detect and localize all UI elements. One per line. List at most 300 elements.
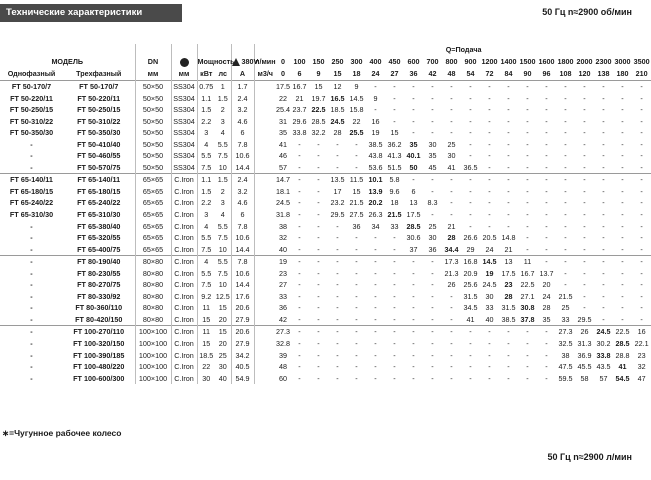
head-value-cell: - xyxy=(290,326,309,338)
head-value-cell: 34.5 xyxy=(463,303,478,313)
head-value-cell: 16 xyxy=(371,116,380,126)
head-value-cell: - xyxy=(564,233,567,243)
single-phase-model: - xyxy=(30,291,33,301)
head-value-cell: 41 xyxy=(618,362,627,372)
flow-lmin-4: 300 xyxy=(350,57,363,66)
head-value-cell: 18.5 xyxy=(330,105,345,115)
head-value-cell: - xyxy=(336,362,339,372)
head-value-cell: 57 xyxy=(599,373,608,383)
three-phase-model: FT 50-310/22 xyxy=(77,116,121,126)
single-phase-model: FT 65-240/22 xyxy=(9,198,54,208)
head-value-cell: - xyxy=(393,280,396,290)
single-phase-model: - xyxy=(30,139,33,149)
head-cell-spacer xyxy=(254,350,276,362)
head-value-cell: - xyxy=(336,233,339,243)
head-value-cell: - xyxy=(469,198,472,208)
head-cell-spacer xyxy=(254,186,276,198)
head-value-cell: - xyxy=(507,198,510,208)
single-phase-model: - xyxy=(30,268,33,278)
head-value-cell: - xyxy=(583,280,586,290)
material-cell: C.Iron xyxy=(171,268,197,280)
head-value-cell: 30 xyxy=(428,139,437,149)
single-phase-model: FT 50-170/7 xyxy=(0,81,63,93)
head-value-cell: - xyxy=(431,314,434,324)
head-value-cell: 59.5 xyxy=(558,373,573,383)
head-value-cell: - xyxy=(602,116,605,126)
material-cell: SS304 xyxy=(171,81,197,93)
head-value-cell: - xyxy=(640,186,643,196)
head-value-cell: - xyxy=(526,93,529,103)
head-value-cell: - xyxy=(526,350,529,360)
kw-cell: 1.5 xyxy=(197,104,215,116)
head-value-cell: - xyxy=(431,362,434,372)
head-value-cell: - xyxy=(583,210,586,220)
head-value-cell: - xyxy=(450,210,453,220)
head-value-cell: - xyxy=(583,291,586,301)
dn-cell: 50×50 xyxy=(135,81,171,93)
flow-lmin-18: 3000 xyxy=(614,57,631,66)
head-value-cell: - xyxy=(621,280,624,290)
head-value-cell: - xyxy=(374,233,377,243)
table-row xyxy=(0,326,651,338)
head-value-cell: - xyxy=(298,291,301,301)
dn-cell: 100×100 xyxy=(135,373,171,385)
amp-cell: 7.8 xyxy=(231,256,254,268)
amp-cell: 3.2 xyxy=(231,186,254,198)
head-value-cell: - xyxy=(393,314,396,324)
head-value-cell: - xyxy=(298,162,301,172)
head-value-cell: - xyxy=(393,339,396,349)
head-value-cell: - xyxy=(317,373,320,383)
flow-lmin-8: 700 xyxy=(426,57,439,66)
head-value-cell: - xyxy=(488,350,491,360)
kw-cell: 5.5 xyxy=(197,232,215,244)
head-value-cell: - xyxy=(640,198,643,208)
amp-cell: 10.6 xyxy=(231,232,254,244)
kw-cell: 0.75 xyxy=(197,81,215,93)
head-value-cell: 22 xyxy=(352,116,361,126)
head-value-cell: - xyxy=(480,81,499,93)
head-value-cell: 14.8 xyxy=(501,233,516,243)
head-value-cell: - xyxy=(526,128,529,138)
head-value-cell: - xyxy=(385,256,404,268)
head-value-cell: - xyxy=(347,256,366,268)
head-value-cell: - xyxy=(431,93,434,103)
head-cell-spacer xyxy=(254,338,276,350)
head-value-cell: - xyxy=(564,210,567,220)
head-value-cell: 32.2 xyxy=(311,128,326,138)
head-value-cell: 17.5 xyxy=(276,82,290,91)
head-value-cell: - xyxy=(461,81,480,93)
head-value-cell: 20 xyxy=(542,280,551,290)
head-value-cell: 15 xyxy=(390,128,399,138)
head-value-cell: - xyxy=(564,116,567,126)
dn-cell: 50×50 xyxy=(135,104,171,116)
material-cell: C.Iron xyxy=(171,244,197,256)
head-value-cell: - xyxy=(355,291,358,301)
head-value-cell: 38.5 xyxy=(501,314,516,324)
head-value-cell: 20.2 xyxy=(368,198,383,208)
head-value-cell: - xyxy=(488,373,491,383)
head-value-cell: - xyxy=(564,151,567,161)
head-value-cell: - xyxy=(621,221,624,231)
dn-cell: 50×50 xyxy=(135,162,171,174)
hp-cell: 10 xyxy=(218,162,227,172)
hp-cell: 20 xyxy=(218,339,227,349)
head-value-cell: - xyxy=(602,105,605,115)
hp-cell: 5.5 xyxy=(217,221,228,231)
head-value-cell: - xyxy=(480,174,499,186)
head-value-cell: - xyxy=(545,221,548,231)
header-row-1 xyxy=(0,44,651,56)
head-cell-spacer xyxy=(254,81,276,93)
head-value-cell: - xyxy=(602,303,605,313)
head-value-cell: - xyxy=(374,280,377,290)
table-row xyxy=(0,127,651,139)
head-value-cell: 23 xyxy=(504,280,513,290)
head-value-cell: - xyxy=(469,105,472,115)
head-value-cell: - xyxy=(431,186,434,196)
head-value-cell: - xyxy=(621,244,624,254)
head-value-cell: 23.7 xyxy=(292,105,307,115)
frequency-top-label: 50 Гц n≈2900 об/мин xyxy=(542,7,632,17)
flow-m3h-17: 138 xyxy=(597,69,610,78)
head-cell-spacer xyxy=(254,291,276,303)
head-value-cell: - xyxy=(480,326,499,338)
hp-cell: 4 xyxy=(220,210,225,220)
table-row xyxy=(0,279,651,291)
head-value-cell: 22.5 xyxy=(311,105,326,115)
head-value-cell: - xyxy=(526,186,529,196)
head-value-cell: - xyxy=(488,186,491,196)
head-value-cell: 39 xyxy=(279,350,287,360)
material-cell: C.Iron xyxy=(171,338,197,350)
head-value-cell: - xyxy=(385,326,404,338)
kw-cell: 30 xyxy=(197,373,215,385)
head-value-cell: - xyxy=(431,339,434,349)
head-value-cell: - xyxy=(613,174,632,186)
dn-cell: 100×100 xyxy=(135,350,171,362)
head-value-cell: - xyxy=(423,174,442,186)
amp-cell: 7.8 xyxy=(231,139,254,151)
head-value-cell: - xyxy=(621,303,624,313)
kw-cell: 11 xyxy=(197,302,215,314)
head-value-cell: 26.6 xyxy=(463,233,478,243)
head-value-cell: - xyxy=(640,221,643,231)
head-value-cell: - xyxy=(404,326,423,338)
head-value-cell: - xyxy=(366,256,385,268)
head-value-cell: - xyxy=(640,151,643,161)
head-value-cell: - xyxy=(461,326,480,338)
hp-cell: 10 xyxy=(218,244,227,254)
single-phase-model: FT 50-310/22 xyxy=(9,116,54,126)
head-value-cell: 14.7 xyxy=(276,175,290,185)
head-value-cell: - xyxy=(431,373,434,383)
head-value-cell: - xyxy=(545,339,548,349)
head-value-cell: - xyxy=(640,280,643,290)
bolt-icon xyxy=(232,58,240,66)
three-phase-model: FT 80-230/55 xyxy=(77,268,121,278)
head-value-cell: - xyxy=(507,221,510,231)
head-value-cell: 14.5 xyxy=(480,256,499,268)
head-value-cell: 30 xyxy=(447,151,456,161)
kw-cell: 18.5 xyxy=(197,350,215,362)
material-cell: SS304 xyxy=(171,127,197,139)
head-value-cell: - xyxy=(412,116,415,126)
head-value-cell: - xyxy=(336,339,339,349)
table-row xyxy=(0,93,651,105)
head-value-cell: - xyxy=(621,233,624,243)
head-value-cell: - xyxy=(621,162,624,172)
head-value-cell: - xyxy=(621,210,624,220)
hp-cell: 25 xyxy=(218,350,227,360)
head-value-cell: 21.5 xyxy=(349,198,364,208)
flow-m3h-14: 96 xyxy=(542,69,551,78)
head-cell-spacer xyxy=(254,150,276,162)
material-cell: C.Iron xyxy=(171,302,197,314)
kw-cell: 2.2 xyxy=(197,197,215,209)
kw-cell: 9.2 xyxy=(197,291,215,303)
head-value-cell: - xyxy=(355,314,358,324)
kw-cell: 15 xyxy=(197,338,215,350)
head-value-cell: - xyxy=(431,210,434,220)
head-value-cell: 35 xyxy=(542,314,551,324)
head-value-cell: - xyxy=(526,151,529,161)
three-phase-model: FT 100-270/110 xyxy=(63,326,135,338)
material-cell: SS304 xyxy=(171,93,197,105)
material-cell: C.Iron xyxy=(171,174,197,186)
three-phase-model: FT 65-180/15 xyxy=(77,186,121,196)
head-value-cell: 57 xyxy=(279,162,287,172)
single-phase-model: FT 65-140/11 xyxy=(0,174,63,186)
head-value-cell: 11 xyxy=(518,256,537,268)
head-value-cell: - xyxy=(431,128,434,138)
head-value-cell: - xyxy=(423,256,442,268)
three-phase-model: FT 50-220/11 xyxy=(77,93,121,103)
flow-lmin-14: 1600 xyxy=(538,57,555,66)
head-value-cell: - xyxy=(317,303,320,313)
head-value-cell: - xyxy=(290,174,309,186)
head-value-cell: - xyxy=(309,256,328,268)
head-value-cell: 34 xyxy=(371,221,380,231)
dn-cell: 80×80 xyxy=(135,291,171,303)
head-value-cell: - xyxy=(594,81,613,93)
header-bar xyxy=(0,4,640,26)
flow-m3h-8: 42 xyxy=(428,69,437,78)
head-value-cell: 33 xyxy=(561,314,570,324)
head-value-cell: - xyxy=(583,139,586,149)
hp-header: лс xyxy=(218,69,227,78)
hp-cell: 1.5 xyxy=(217,93,228,103)
material-cell: C.Iron xyxy=(171,186,197,198)
head-value-cell: - xyxy=(602,186,605,196)
amp-cell: 27.9 xyxy=(231,338,254,350)
head-value-cell: - xyxy=(298,362,301,372)
hp-cell: 15 xyxy=(218,303,227,313)
head-value-cell: - xyxy=(317,221,320,231)
head-value-cell: - xyxy=(450,339,453,349)
single-phase-model: - xyxy=(30,350,33,360)
kw-cell: 4 xyxy=(197,256,215,268)
amp-cell: 14.4 xyxy=(231,279,254,291)
head-value-cell: - xyxy=(488,128,491,138)
amp-cell: 4.6 xyxy=(231,116,254,128)
kw-cell: 11 xyxy=(197,326,215,338)
amp-cell: 27.9 xyxy=(231,314,254,326)
flow-m3h-6: 27 xyxy=(390,69,399,78)
head-value-cell: - xyxy=(640,116,643,126)
head-value-cell: - xyxy=(355,350,358,360)
head-value-cell: - xyxy=(412,93,415,103)
head-value-cell: - xyxy=(298,373,301,383)
q-title: Q=Подача xyxy=(445,45,482,54)
head-value-cell: - xyxy=(583,116,586,126)
head-value-cell: 21 xyxy=(447,221,456,231)
head-value-cell: - xyxy=(374,314,377,324)
head-value-cell: - xyxy=(640,128,643,138)
single-phase-model: - xyxy=(30,362,33,372)
head-value-cell: - xyxy=(393,350,396,360)
head-value-cell: - xyxy=(526,339,529,349)
head-value-cell: - xyxy=(564,93,567,103)
head-value-cell: - xyxy=(355,233,358,243)
head-value-cell: 48 xyxy=(279,362,287,372)
dn-cell: 100×100 xyxy=(135,338,171,350)
three-phase-model: FT 65-310/30 xyxy=(77,210,121,220)
head-value-cell: - xyxy=(298,221,301,231)
head-value-cell: - xyxy=(450,314,453,324)
flow-m3h-4: 18 xyxy=(352,69,361,78)
head-value-cell: - xyxy=(355,151,358,161)
head-value-cell: - xyxy=(640,314,643,324)
head-value-cell: 30.8 xyxy=(520,303,535,313)
head-value-cell: - xyxy=(545,93,548,103)
head-value-cell: - xyxy=(526,105,529,115)
flow-m3h-10: 54 xyxy=(466,69,475,78)
head-value-cell: - xyxy=(317,350,320,360)
three-phase-model: FT 100-390/185 xyxy=(73,350,125,360)
head-value-cell: - xyxy=(355,139,358,149)
head-value-cell: - xyxy=(621,314,624,324)
single-phase-model: FT 50-220/11 xyxy=(10,93,53,103)
head-value-cell: - xyxy=(583,186,586,196)
head-value-cell: - xyxy=(423,326,442,338)
material-cell: C.Iron xyxy=(171,232,197,244)
head-value-cell: - xyxy=(393,268,396,278)
head-value-cell: - xyxy=(355,339,358,349)
head-value-cell: - xyxy=(317,314,320,324)
head-value-cell: - xyxy=(545,198,548,208)
head-value-cell: - xyxy=(317,339,320,349)
hp-cell: 7.5 xyxy=(217,233,228,243)
head-value-cell: 12 xyxy=(328,81,347,93)
head-value-cell: - xyxy=(602,151,605,161)
head-value-cell: 25.6 xyxy=(463,280,478,290)
head-value-cell: 8.3 xyxy=(427,198,438,208)
head-value-cell: - xyxy=(488,339,491,349)
head-value-cell: 47 xyxy=(637,373,646,383)
hp-cell: 40 xyxy=(218,373,227,383)
head-value-cell: - xyxy=(309,174,328,186)
table-row xyxy=(0,162,651,174)
head-value-cell: - xyxy=(385,81,404,93)
head-value-cell: - xyxy=(602,233,605,243)
head-value-cell: - xyxy=(412,339,415,349)
head-value-cell: - xyxy=(488,139,491,149)
dn-cell: 50×50 xyxy=(135,116,171,128)
head-value-cell: 24 xyxy=(485,244,494,254)
head-value-cell: 25 xyxy=(561,303,570,313)
head-value-cell: - xyxy=(355,244,358,254)
amp-cell: 3.2 xyxy=(231,104,254,116)
head-value-cell: - xyxy=(374,105,377,115)
head-value-cell: - xyxy=(499,326,518,338)
head-value-cell: 25 xyxy=(447,139,456,149)
head-value-cell: - xyxy=(526,362,529,372)
head-value-cell: - xyxy=(575,81,594,93)
three-phase-model: FT 80-420/150 xyxy=(75,314,123,324)
head-value-cell: 17.5 xyxy=(406,210,421,220)
head-value-cell: 58 xyxy=(580,373,589,383)
head-value-cell: 31.5 xyxy=(501,303,516,313)
head-value-cell: - xyxy=(431,105,434,115)
single-phase-model: FT 50-350/30 xyxy=(9,128,54,138)
head-value-cell: 43.5 xyxy=(596,362,611,372)
head-value-cell: - xyxy=(545,233,548,243)
single-phase-model: - xyxy=(0,256,63,268)
head-cell-spacer xyxy=(254,232,276,244)
head-value-cell: 31.3 xyxy=(577,339,592,349)
table-row xyxy=(0,232,651,244)
head-value-cell: - xyxy=(298,268,301,278)
head-cell-spacer xyxy=(254,116,276,128)
head-value-cell: - xyxy=(488,151,491,161)
head-value-cell: - xyxy=(328,326,347,338)
material-cell: C.Iron xyxy=(171,326,197,338)
head-value-cell: 25.5 xyxy=(349,128,364,138)
flow-lmin-0: 0 xyxy=(281,57,285,66)
head-value-cell: - xyxy=(317,162,320,172)
table-row xyxy=(0,302,651,314)
amp-cell: 2.4 xyxy=(231,93,254,105)
single-phase-model: - xyxy=(30,339,33,349)
head-cell-spacer xyxy=(254,162,276,174)
head-value-cell: - xyxy=(583,244,586,254)
single-phase-model: - xyxy=(30,151,33,161)
head-value-cell: - xyxy=(336,350,339,360)
amp-cell: 1.7 xyxy=(231,81,254,93)
head-value-cell: - xyxy=(355,362,358,372)
hp-cell: 7.5 xyxy=(217,268,228,278)
head-value-cell: 19.7 xyxy=(311,93,326,103)
head-value-cell: 17.5 xyxy=(501,268,516,278)
head-value-cell: 27.3 xyxy=(276,327,290,337)
amp-cell: 40.5 xyxy=(231,361,254,373)
kw-cell: 4 xyxy=(197,139,215,151)
head-value-cell: 9 xyxy=(373,93,378,103)
dn-cell: 50×50 xyxy=(135,139,171,151)
table-row xyxy=(0,361,651,373)
head-value-cell: 46 xyxy=(279,151,287,161)
dn-cell: 80×80 xyxy=(135,256,171,268)
flow-m3h-3: 15 xyxy=(333,69,342,78)
amp-cell: 6 xyxy=(231,209,254,221)
head-value-cell: - xyxy=(404,81,423,93)
head-value-cell: - xyxy=(632,174,651,186)
head-value-cell: - xyxy=(442,81,461,93)
three-phase-model: FT 80-330/92 xyxy=(77,291,121,301)
material-cell: SS304 xyxy=(171,162,197,174)
